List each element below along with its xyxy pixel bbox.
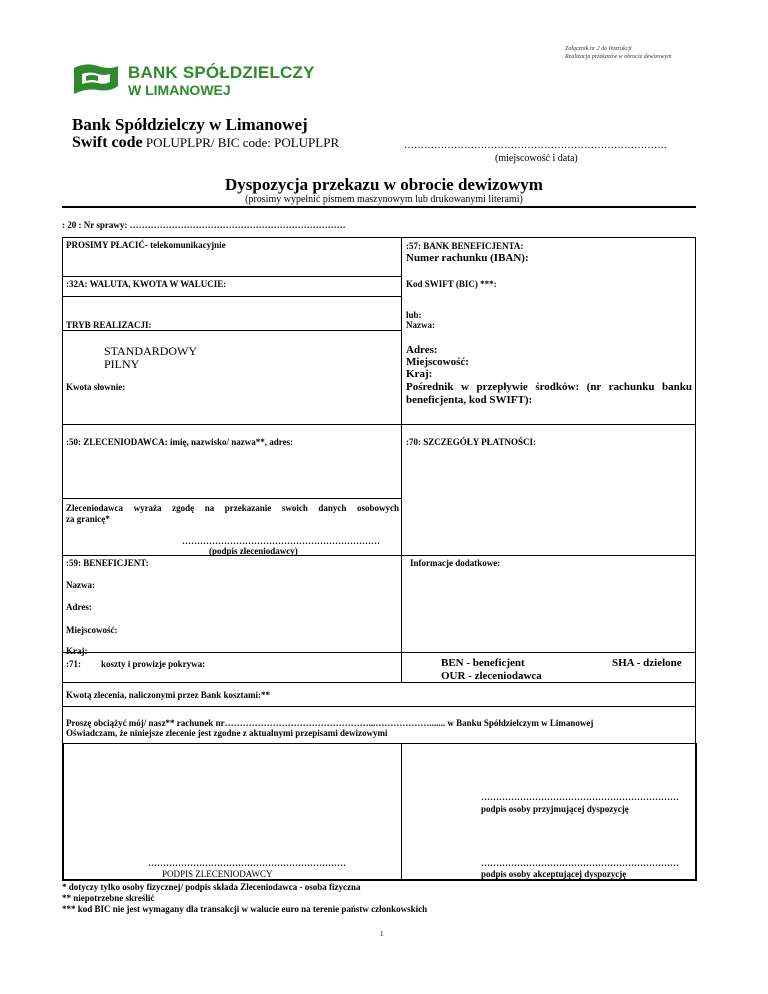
logo-line1: BANK SPÓŁDZIELCZY (128, 63, 315, 82)
box-top (62, 237, 696, 238)
box-right (695, 237, 696, 682)
bank-name: Bank Spółdzielczy w Limanowej (72, 115, 308, 134)
podpis-przyjmujacej-label: podpis osoby przyjmującej dyspozycję (481, 804, 629, 814)
sig-box-left (62, 743, 64, 880)
szczegoly-platnosci-label: :70: SZCZEGÓŁY PŁATNOŚCI: (406, 437, 537, 447)
waluta-label: :32A: WALUTA, KWOTA W WALUCIE: (66, 279, 227, 289)
kwota-box-right (695, 682, 696, 744)
podpis-przyjmujacej-dots[interactable]: ………………………………………………………… (481, 792, 679, 802)
option-ben[interactable]: BEN - beneficjent (441, 657, 525, 669)
page-number: 1 (380, 930, 384, 938)
podpis-akceptujacej-dots[interactable]: ………………………………………………………… (481, 858, 679, 868)
oswiadczam-text: Oświadczam, że niniejsze zlecenie jest zgodne z aktualnymi przepisami dewizowymi (66, 728, 388, 738)
footnote-1: * dotyczy tylko osoby fizycznej/ podpis składa Zleceniodawca - osoba fizyczna (62, 882, 361, 892)
prosze-obciazyc-field[interactable]: Proszę obciążyć mój/ nasz** rachunek nr…………………………………………...………………....... w Banku Spółdzielczym w Limanowej (66, 718, 594, 728)
box-bottom (62, 682, 696, 683)
podpis-zleceniodawcy-label: (podpis zleceniodawcy) (209, 546, 298, 556)
place-date-dots[interactable]: ……………………………………………………………………. (404, 140, 667, 151)
bank-beneficjenta-label: :57: BANK BENEFICJENTA: (406, 241, 524, 251)
informacje-dodatkowe-label: Informacje dodatkowe: (410, 558, 501, 568)
bank-nazwa-label: Nazwa: (406, 320, 435, 330)
option-standardowy[interactable]: STANDARDOWY (104, 344, 198, 358)
bank-miejscowosc-label: Miejscowość: (406, 356, 469, 368)
footnote-2: ** niepotrzebne skreślić (62, 893, 155, 903)
koszty-label: koszty i prowizje pokrywa: (101, 659, 206, 669)
line-l3 (62, 330, 401, 331)
line-mid2 (62, 555, 696, 556)
sig-box-right (695, 743, 697, 880)
title-rule (62, 206, 696, 208)
benef-miejscowosc-label: Miejscowość: (66, 625, 118, 635)
form-subtitle: (prosimy wypełnić pismem maszynowym lub drukowanymi literami) (245, 194, 523, 205)
annex-note-line1: Załącznik nr 2 do Instrukcji (565, 46, 632, 52)
form-title: Dyspozycja przekazu w obrocie dewizowym (225, 175, 543, 194)
beneficjent-label: :59: BENEFICJENT: (66, 558, 149, 568)
benef-nazwa-label: Nazwa: (66, 580, 95, 590)
sig-box-divider (401, 743, 402, 880)
line-mid3 (62, 652, 696, 653)
footnote-3: *** kod BIC nie jest wymagany dla transakcji w walucie euro na terenie państw członkowskich (62, 904, 428, 914)
case-number-field[interactable]: : 20 : Nr sprawy: ……………………………………………………………… (62, 220, 346, 230)
line-oswiadczam (62, 743, 696, 744)
benef-kraj-label: Kraj: (66, 646, 88, 656)
podpis-akceptujacej-label: podpis osoby akceptującej dyspozycję (481, 869, 627, 879)
bank-logo-icon (72, 62, 120, 98)
zleceniodawca-label: :50: ZLECENIODAWCA: imię, nazwisko/ nazwa**, adres: (66, 437, 294, 447)
iban-label: Numer rachunku (IBAN): (406, 252, 529, 264)
zgoda-line1: Zleceniodawca wyraża zgodę na przekazanie swoich danych osobowych (66, 503, 399, 513)
box-left (62, 237, 63, 682)
line-l4 (62, 498, 401, 499)
kod-swift-label: Kod SWIFT (BIC) ***: (406, 279, 497, 289)
option-pilny[interactable]: PILNY (104, 357, 140, 371)
swift-code-line (72, 134, 339, 152)
bank-adres-label: Adres: (406, 344, 438, 356)
sig-box-bottom (62, 879, 697, 881)
podpis-zleceniodawcy-caps: PODPIS ZLECENIODAWCY (162, 869, 273, 879)
line-kwota (62, 706, 696, 707)
option-our[interactable]: OUR - zleceniodawca (441, 670, 542, 682)
line-l2 (62, 296, 401, 297)
swift-label: Swift code (72, 134, 143, 151)
box-divider (401, 237, 402, 682)
swift-value: POLUPLPR/ BIC code: POLUPLPR (145, 135, 340, 150)
posrednik-line1: Pośrednik w przepływie środków: (nr rachunku banku (406, 381, 692, 393)
line-mid1 (62, 424, 696, 425)
annex-note-line2: Realizacja przekazów w obrocie dewizowym (565, 54, 672, 60)
koszty-71-label: :71: (66, 659, 81, 669)
place-date-label: (miejscowość i data) (495, 153, 578, 164)
tryb-realizacji-label: TRYB REALIZACJI: (66, 320, 152, 330)
podpis-zleceniodawcy-dots[interactable]: ………………………………………………………… (182, 536, 380, 546)
posrednik-line2: beneficjenta, kod SWIFT): (406, 394, 533, 406)
lub-label: lub: (406, 310, 422, 320)
line-l1 (62, 276, 401, 277)
kwota-slownie-label: Kwota słownie: (66, 382, 126, 392)
kwota-box-left (62, 682, 63, 744)
benef-adres-label: Adres: (66, 602, 92, 612)
prosimy-placic-label: PROSIMY PŁACIĆ- telekomunikacyjnie (66, 240, 226, 250)
podpis-zleceniodawcy-sig-dots[interactable]: ………………………………………………………… (148, 858, 346, 868)
kwota-kosztami-label: Kwotą zlecenia, naliczonymi przez Bank kosztami:** (66, 690, 270, 700)
option-sha[interactable]: SHA - dzielone (612, 657, 682, 669)
bank-kraj-label: Kraj: (406, 368, 433, 380)
logo-line2: W LIMANOWEJ (128, 82, 231, 98)
zgoda-line2: za granicę* (66, 514, 110, 524)
